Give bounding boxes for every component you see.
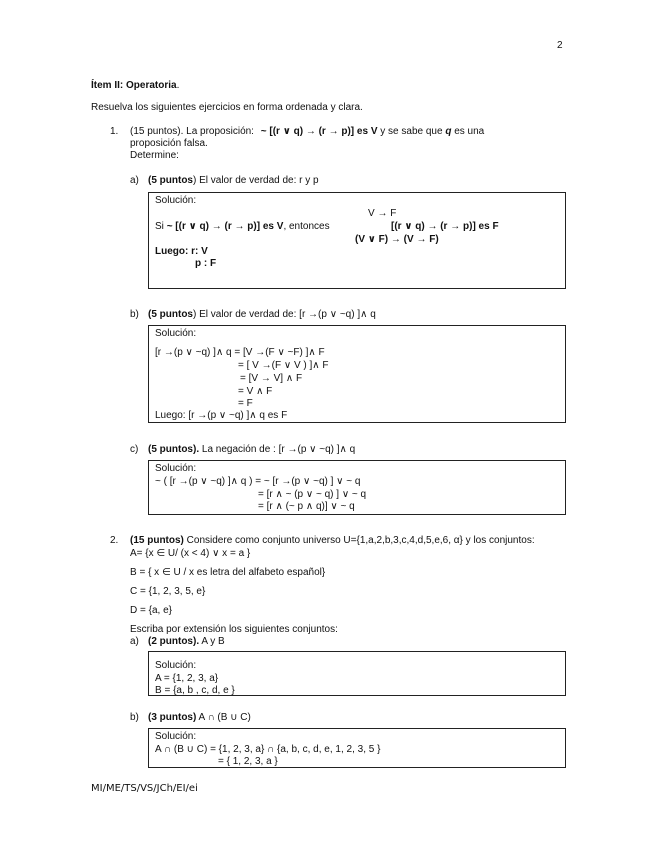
q2b-label: b) — [130, 712, 139, 723]
q1b-points: (5 puntos — [148, 309, 193, 320]
section-title-period: . — [176, 80, 180, 91]
q1a-solution-title: Solución: — [155, 195, 197, 206]
q1b-prompt — [148, 309, 376, 321]
q2-intro-text: Considere como conjunto universo U={1,a,2,b,3,c,4,d,5,e,6, α} y los conjuntos: — [183, 535, 535, 546]
q1b-line: = [ V →(F ∨ V ) ]∧ F — [238, 360, 329, 371]
q1-number: 1. — [110, 126, 119, 137]
q2a-solution-title: Solución: — [155, 660, 197, 671]
instructions: Resuelva los siguientes ejercicios en forma ordenada y clara. — [91, 102, 363, 113]
q1c-label: c) — [130, 444, 139, 455]
q1c-solution-title: Solución: — [155, 463, 197, 474]
q1b-label: b) — [130, 309, 139, 320]
q2b-points: (3 puntos) — [148, 712, 197, 723]
q1a-si-d: [(r ∨ q) → (r → p)] es F — [391, 221, 499, 232]
q1a-prompt — [148, 175, 319, 187]
q2a-line: B = {a, b , c, d, e } — [155, 685, 235, 696]
q1a-solution-box — [148, 192, 566, 289]
q1-intro-line2: proposición falsa. — [130, 138, 208, 149]
q2-set-a: A= {x ∈ U/ (x < 4) ∨ x = a } — [130, 548, 251, 559]
q1-intro-var: q — [445, 126, 452, 137]
q1-intro-a: (15 puntos). La proposición: — [130, 126, 254, 137]
q2b-line: A ∩ (B ∪ C) = {1, 2, 3, a} ∩ {a, b, c, d, e, 1, 2, 3, 5 } — [155, 744, 381, 755]
q2b-text: A ∩ (B ∪ C) — [196, 712, 251, 723]
q2a-line: A = {1, 2, 3, a} — [155, 673, 219, 684]
q1a-points: (5 puntos — [148, 175, 193, 186]
q1b-solution-box — [148, 325, 566, 423]
q1c-text: La negación de : [r →(p ∨ ~q) ]∧ q — [199, 444, 356, 455]
q1b-line-conclusion: Luego: [r →(p ∨ ~q) ]∧ q es F — [155, 410, 288, 421]
q2a-solution-box — [148, 651, 566, 696]
q2-intro — [130, 535, 535, 547]
q1c-line: = [r ∧ ~ (p ∨ ~ q) ] ∨ ~ q — [258, 489, 367, 500]
q1b-solution-title: Solución: — [155, 328, 197, 339]
q1b-line: = V ∧ F — [238, 386, 273, 397]
q1a-line-si — [155, 221, 330, 233]
q2b-solution-box — [148, 728, 566, 768]
q1a-line-vf: (V ∨ F) → (V → F) — [355, 234, 439, 245]
q2-set-c: C = {1, 2, 3, 5, e} — [130, 586, 206, 597]
q1c-line: = [r ∧ (~ p ∧ q)] ∨ ~ q — [258, 501, 355, 512]
q1-intro-formula: ~ [(r ∨ q) → (r → p)] es V — [260, 126, 378, 137]
q1c-line: ~ ( [r →(p ∨ ~q) ]∧ q ) = ~ [r →(p ∨ ~q) ] ∨ ~ q — [155, 476, 361, 487]
q1-intro-c: es una — [454, 126, 485, 137]
q2-points: (15 puntos) — [130, 535, 184, 546]
q1a-si-b: ~ [(r ∨ q) → (r → p)] es V — [166, 221, 284, 232]
q1a-label: a) — [130, 175, 139, 186]
q2-set-d: D = {a, e} — [130, 605, 172, 616]
q1b-line: = F — [238, 398, 253, 409]
q1a-luego-r: Luego: r: V — [155, 246, 208, 257]
q2-set-b: B = { x ∈ U / x es letra del alfabeto español} — [130, 567, 326, 578]
q1-intro-b: y se sabe que — [380, 126, 443, 137]
q1b-text: ) El valor de verdad de: [r →(p ∨ ~q) ]∧ q — [193, 309, 376, 320]
q1a-text: ) El valor de verdad de: r y p — [193, 175, 319, 186]
q2a-text: A y B — [199, 636, 225, 647]
q1a-si-c: , entonces — [283, 221, 330, 232]
q2b-prompt — [148, 712, 251, 724]
q1c-prompt — [148, 444, 355, 456]
q1-intro-line1 — [130, 126, 484, 138]
q1c-solution-box — [148, 460, 566, 515]
q1-intro-line3: Determine: — [130, 150, 179, 161]
q1a-si-a: Si — [155, 221, 164, 232]
section-heading — [91, 80, 179, 92]
q2a-prompt — [148, 636, 225, 648]
q1a-luego-p: p : F — [195, 258, 217, 269]
q1b-line: = [V → V] ∧ F — [240, 373, 303, 384]
q2-number: 2. — [110, 535, 119, 546]
footer-initials: MI/ME/TS/VS/JCh/EI/ei — [91, 783, 198, 794]
q2-write-instruction: Escriba por extensión los siguientes conjuntos: — [130, 624, 338, 635]
q2a-label: a) — [130, 636, 139, 647]
section-title: Ítem II: Operatoria — [91, 80, 177, 91]
q2b-solution-title: Solución: — [155, 731, 197, 742]
q1b-line: [r →(p ∨ ~q) ]∧ q = [V →(F ∨ ~F) ]∧ F — [155, 347, 325, 358]
q1c-points: (5 puntos). — [148, 444, 200, 455]
q2b-line: = { 1, 2, 3, a } — [218, 756, 278, 767]
page-number: 2 — [557, 40, 563, 51]
q2a-points: (2 puntos). — [148, 636, 200, 647]
q1a-truth-values: V → F — [368, 208, 397, 219]
